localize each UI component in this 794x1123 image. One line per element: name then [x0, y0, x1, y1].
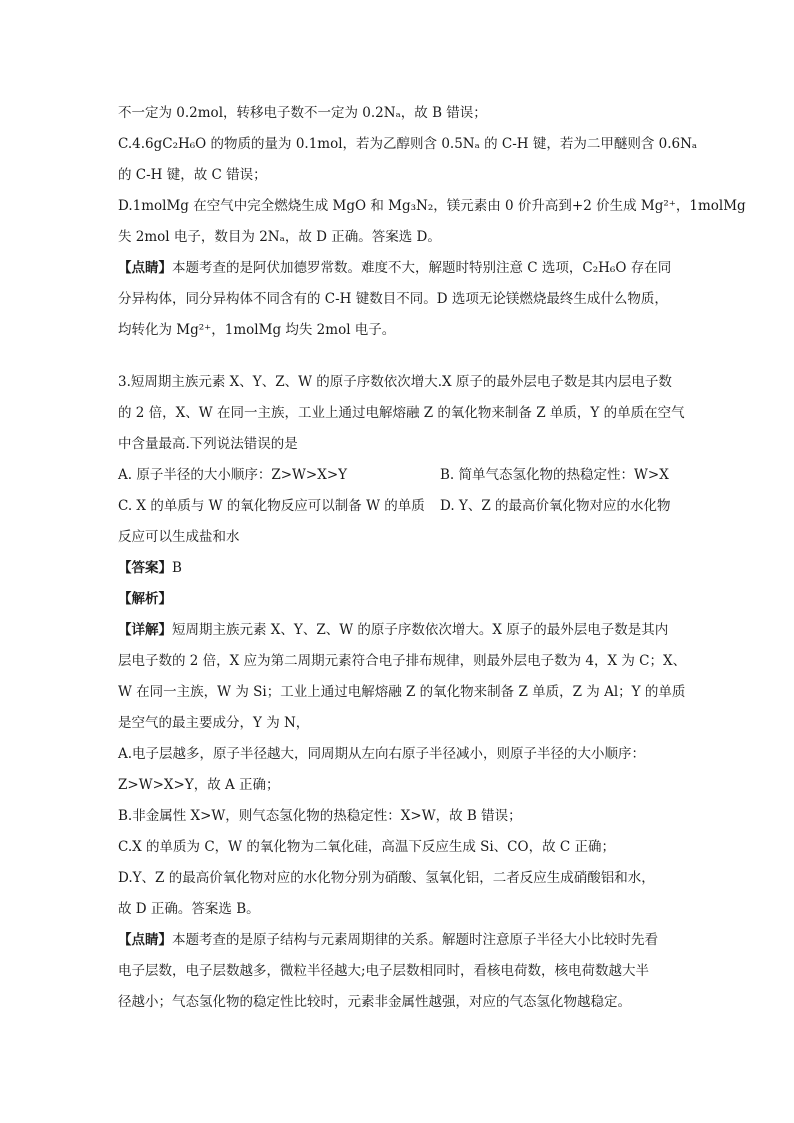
xiangjie-line	[118, 615, 684, 646]
document-page	[118, 98, 746, 1018]
jiexi-line	[118, 584, 684, 615]
text-line: B.非金属性 X>W，则气态氢化物的热稳定性：X>W，故 B 错误；	[118, 808, 522, 824]
text-line: D.1molMg 在空气中完全燃烧生成 MgO 和 Mg₃N₂，镁元素由 0 价升高到+2 价生成 Mg²⁺，1molMg	[118, 198, 746, 214]
text-line: 电子层数，电子层数越多，微粒半径越大;电子层数相同时，看核电荷数，核电荷数越大半	[118, 963, 650, 979]
dianjing-tag: 【点睛】	[118, 932, 172, 948]
paragraph-gap	[118, 346, 684, 367]
question-stem-line: 的 2 倍，X、W 在同一主族，工业上通过电解熔融 Z 的氧化物来制备 Z 单质，Y 的单质在空气	[118, 405, 685, 421]
option-a: A. 原子半径的大小顺序：Z>W>X>Y	[118, 467, 348, 483]
text-line: 分异构体，同分异构体不同含有的 C-H 键数目不同。D 选项无论镁燃烧最终生成什么物质，	[118, 291, 668, 307]
option-c: C. X 的单质与 W 的氧化物反应可以制备 W 的单质	[118, 498, 425, 514]
answer-tag: 【答案】	[118, 560, 172, 576]
jiexi-tag: 【解析】	[118, 591, 172, 607]
options-row-cd	[118, 491, 684, 522]
text-line: 不一定为 0.2mol，转移电子数不一定为 0.2Nₐ，故 B 错误；	[118, 105, 487, 121]
option-d-continuation: 反应可以生成盐和水	[118, 529, 240, 545]
answer-line	[118, 553, 684, 584]
option-d: D. Y、Z 的最高价氧化物对应的水化物	[440, 498, 671, 514]
text-line: 失 2mol 电子，数目为 2Nₐ，故 D 正确。答案选 D。	[118, 229, 441, 245]
text-line: 的 C-H 键，故 C 错误；	[118, 167, 267, 183]
xiangjie-tag: 【详解】	[118, 622, 172, 638]
question-stem-line: 3.短周期主族元素 X、Y、Z、W 的原子序数依次增大.X 原子的最外层电子数是其内层电子数	[118, 374, 672, 390]
text-line: C.X 的单质为 C，W 的氧化物为二氧化硅，高温下反应生成 Si、CO，故 C 正确；	[118, 839, 615, 855]
question-stem-line: 中含量最高.下列说法错误的是	[118, 436, 298, 452]
text-line: 是空气的最主要成分，Y 为 N，	[118, 715, 310, 731]
text-line: A.电子层越多，原子半径越大，同周期从左向右原子半径减小，则原子半径的大小顺序：	[118, 746, 646, 762]
text-line: 层电子数的 2 倍，X 应为第二周期元素符合电子排布规律，则最外层电子数为 4，X 为 C；X、	[118, 653, 687, 669]
dianjing-text: 本题考查的是原子结构与元素周期律的关系。解题时注意原子半径大小比较时先看	[172, 932, 658, 948]
text-line: 均转化为 Mg²⁺，1molMg 均失 2mol 电子。	[118, 322, 396, 338]
text-line: 故 D 正确。答案选 B。	[118, 901, 260, 917]
xiangjie-text: 短周期主族元素 X、Y、Z、W 的原子序数依次增大。X 原子的最外层电子数是其内	[172, 622, 669, 638]
text-line: D.Y、Z 的最高价氧化物对应的水化物分别为硝酸、氢氧化铝，二者反应生成硝酸铝和水，	[118, 870, 655, 886]
text-line: C.4.6gC₂H₆O 的物质的量为 0.1mol，若为乙醇则含 0.5Nₐ 的 C-H 键，若为二甲醚则含 0.6Nₐ	[118, 136, 698, 152]
dianjing-paragraph-line	[118, 253, 684, 284]
answer-value: B	[172, 560, 182, 576]
options-row-ab	[118, 460, 684, 491]
text-line: Z>W>X>Y，故 A 正确；	[118, 777, 280, 793]
text-line: 径越小；气态氢化物的稳定性比较时，元素非金属性越强，对应的气态氢化物越稳定。	[118, 994, 631, 1010]
dianjing-paragraph-line	[118, 925, 684, 956]
text-line: W 在同一主族，W 为 Si；工业上通过电解熔融 Z 的氧化物来制备 Z 单质，Z 为 Al；Y 的单质	[118, 684, 686, 700]
dianjing-text: 本题考查的是阿伏加德罗常数。难度不大，解题时特别注意 C 选项，C₂H₆O 存在同	[172, 260, 672, 276]
option-b: B. 简单气态氢化物的热稳定性：W>X	[440, 467, 669, 483]
dianjing-tag: 【点睛】	[118, 260, 172, 276]
